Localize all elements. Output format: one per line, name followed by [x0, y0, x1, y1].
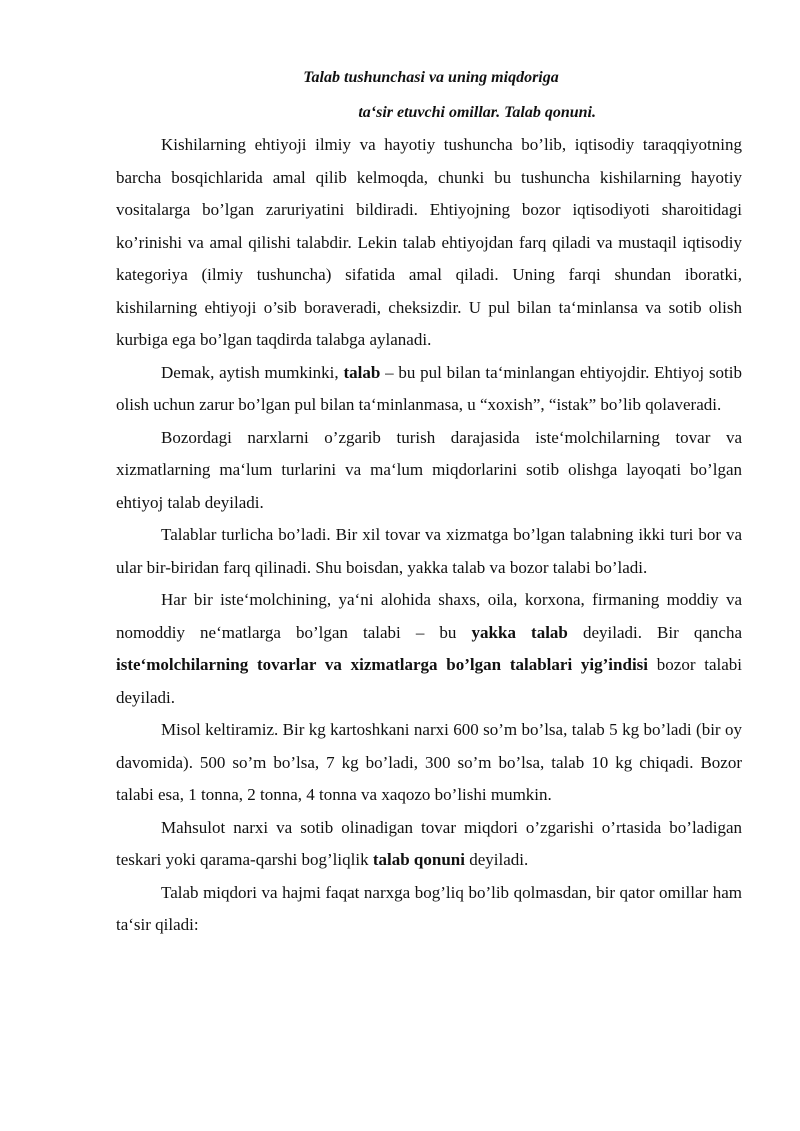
paragraph-text: Mahsulot narxi va sotib olinadigan tovar miqdori o’zgarishi o’rtasida bo’ladigan teskari yoki qarama-qarshi bog’liqlik [116, 817, 742, 869]
paragraph-text: Kishilarning ehtiyoji ilmiy va hayotiy tushuncha bo’lib, iqtisodiy taraqqiyotning barcha bosqichlarida amal qilib kelmoqda, chunki bu tushuncha kishilarning hayotiy vositalarga bo’lgan zaruriyatini bildiradi. Ehtiyojning bozor iqtisodiyoti sharoitidagi ko’rinishi va amal qilishi talabdir. Lekin talab ehtiyojdan farq qiladi va mustaqil iqtisodiy kategoriya (ilmiy tushuncha) sifatida amal qiladi. Uning farqi shundan iboratki, kishilarning ehtiyoji o’sib boraveradi, cheksizdir. U pul bilan taʻminlansa va sotib olish kurbiga ega bo’lgan taqdirda talabga aylanadi. [116, 135, 742, 349]
paragraph-text: Bozordagi narxlarni o’zgarib turish darajasida isteʻmolchilarning tovar va xizmatlarning maʻlum turlarini va maʻlum miqdorlarini sotib olishga layoqati bo’lgan ehtiyoj talab deyiladi. [116, 427, 742, 512]
paragraph-text: – bu pul bilan taʻminlangan ehtiyojdir. Ehtiyoj sotib olish uchun zarur bo’lgan pul bilan taʻminlanmasa, u “xoxish”, “istak” bo’lib qolaveradi. [116, 362, 743, 414]
bold-term-yakka-talab: yakka talab [471, 622, 568, 642]
document-title-line-1: Talab tushunchasi va uning miqdoriga [303, 69, 559, 86]
document-title-line-2: taʻsir etuvchi omillar. Talab qonuni. [358, 104, 596, 121]
paragraph-text: deyiladi. [464, 850, 529, 869]
paragraph-text: bozor talabi deyiladi. [116, 655, 743, 707]
paragraph-4 [116, 519, 742, 584]
paragraph-7 [116, 812, 742, 877]
paragraph-5 [116, 584, 742, 714]
paragraph-text: Talab miqdori va hajmi faqat narxga bog’liq bo’lib qolmasdan, bir qator omillar ham taʻsir qiladi: [116, 882, 742, 934]
paragraph-1 [116, 129, 742, 357]
bold-term-talab-qonuni: talab qonuni [372, 850, 465, 869]
paragraph-text: Talablar turlicha bo’ladi. Bir xil tovar va xizmatga bo’lgan talabning ikki turi bor va ular bir-biridan farq qilinadi. Shu boisdan, yakka talab va bozor talabi bo’ladi. [116, 525, 742, 577]
paragraph-text: Demak, aytish mumkinki, [161, 362, 344, 382]
paragraph-6 [116, 714, 742, 812]
paragraph-text: Har bir isteʻmolchining, yaʻni alohida shaxs, oila, korxona, firmaning moddiy va nomoddiy neʻmatlarga bo’lgan talabi – bu [116, 590, 742, 642]
paragraph-text: Misol keltiramiz. Bir kg kartoshkani narxi 600 so’m bo’lsa, talab 5 kg bo’ladi (bir oy davomida). 500 so’m bo’lsa, 7 kg bo’ladi, 300 so’m bo’lsa, talab 10 kg chiqadi. Bozor talabi esa, 1 tonna, 2 tonna, 4 tonna va xaqozo bo’lishi mumkin. [116, 720, 742, 804]
bold-term-bozor-talabi-definition: isteʻmolchilarning tovarlar va xizmatlarga bo’lgan talablari yig’indisi [116, 655, 649, 674]
bold-term-talab: talab [343, 362, 381, 382]
paragraph-8 [116, 877, 742, 942]
paragraph-2 [116, 357, 742, 422]
paragraph-3 [116, 422, 742, 520]
paragraph-text: deyiladi. Bir qancha [567, 622, 743, 642]
document-page [116, 66, 742, 942]
